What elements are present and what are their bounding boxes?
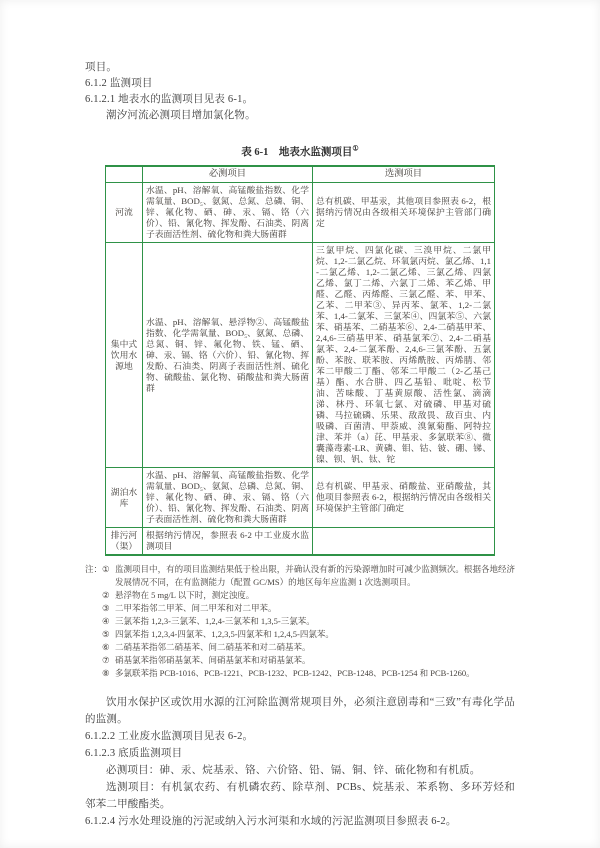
note-text-7: 硝基氯苯指邻硝基氯苯、间硝基氯苯和对硝基氯苯。 [115,655,311,665]
table-title-text: 表 6-1 地表水监测项目 [241,147,353,158]
table-title [85,144,515,159]
table-title-footnote-marker: ① [352,144,359,153]
note-text-1: 监测项目中，有的项目监测结果低于检出限，并确认没有新的污染源增加时可减少监测频次。根据各地经济发展情况不同，在有监测能力（配置 GC/MS）的地区每年应监测 1 次选测项目。 [115,564,515,587]
clause-6-1-2-3: 6.1.2.3 底质监测项目 [85,748,183,759]
note-item-6 [85,641,515,654]
table-row-sewage-channel [106,528,495,556]
note-item-3 [85,602,515,615]
note-text-3: 二甲苯指邻二甲苯、间二甲苯和对二甲苯。 [115,603,277,613]
lake-optional-items: 总有机碳、甲基汞、硝酸盐、亚硝酸盐，其他项目参照表 6-2，根据纳污情况由各级相关环境保护主管部门确定 [313,468,495,528]
closing-section [85,694,515,830]
sewage-channel-optional-items [313,528,495,556]
river-optional-items: 总有机碳、甲基汞，其他项目参照表 6-2，根据纳污情况由各级相关环境保护主管部门确定 [313,183,495,243]
clause-6-1-2-4: 6.1.2.4 污水处理设施的污泥或纳入污水河渠和水域的污泥监测项目参照表 6-2。 [85,816,457,827]
clause-6-1-2-2: 6.1.2.2 工业废水监测项目见表 6-2。 [85,731,254,742]
river-required-items: 水温、pH、溶解氧、高锰酸盐指数、化学需氧量、BOD₅、氨氮、总氮、总磷、铜、锌、氟化物、硒、砷、汞、镉、铬（六价）、铅、氰化物、挥发酚、石油类、阴离子表面活性剂、硫化物和粪大肠菌群 [142,183,312,243]
note-text-2: 悬浮物在 5 mg/L 以下时，测定浊度。 [115,590,255,600]
table-row-lake-reservoir [106,468,495,528]
note-text-5: 四氯苯指 1,2,3,4-四氯苯、1,2,3,5-四氯苯和 1,2,4,5-四氯苯。 [115,629,334,639]
surface-water-monitoring-table [105,165,495,556]
note-marker-2: ② [102,590,110,600]
table-footnotes [85,563,515,680]
note-marker-7: ⑦ [102,655,110,665]
intro-line-continuation: 项目。 [85,62,118,73]
clause-6-1-2-1: 6.1.2.1 地表水的监测项目见表 6-1。 [85,94,254,105]
row-label-sewage-channel: 排污河（渠） [106,528,143,556]
note-text-6: 二硝基苯指邻二硝基苯、间二硝基苯和对二硝基苯。 [115,642,311,652]
note-item-4 [85,615,515,628]
page-content [85,60,515,830]
header-optional-items: 选测项目 [313,166,495,183]
notes-prefix: 注： [85,564,103,574]
note-marker-8: ⑧ [102,668,110,678]
note-marker-3: ③ [102,603,110,613]
table-header-row [106,166,495,183]
note-text-8: 多氯联苯指 PCB-1016、PCB-1221、PCB-1232、PCB-1242、PCB-1248、PCB-1254 和 PCB-1260。 [115,668,475,678]
clause-6-1-2-1-note: 潮汐河流必测项目增加氯化物。 [106,110,256,121]
note-marker-5: ⑤ [102,629,110,639]
table-row-drinking-water-source [106,243,495,468]
header-required-items: 必测项目 [142,166,312,183]
note-marker-4: ④ [102,616,110,626]
note-item-2 [85,589,515,602]
drinking-water-required-items: 水温、pH、溶解氧、悬浮物②、高锰酸盐指数、化学需氧量、BOD₅、氨氮、总磷、总氮、铜、锌、氟化物、铁、锰、硒、砷、汞、镉、铬（六价）、铅、氰化物、挥发酚、石油类、阴离子表面活性剂、硫化物、硫酸盐、氯化物、硝酸盐和粪大肠菌群 [142,243,312,468]
note-text-4: 三氯苯指 1,2,3-三氯苯、1,2,4-三氯苯和 1,3,5-三氯苯。 [115,616,315,626]
header-category-cell [106,166,143,183]
note-item-8 [85,667,515,680]
paragraph-drinking-water-warning: 饮用水保护区或饮用水源的江河除监测常规项目外，必须注意剧毒和“三致”有毒化学品的监测。 [85,697,515,725]
drinking-water-optional-items: 三氯甲烷、四氯化碳、三溴甲烷、二氯甲烷、1,2-二氯乙烷、环氧氯丙烷、氯乙烯、1,1-二氯乙烯、1,2-二氯乙烯、三氯乙烯、四氯乙烯、氯丁二烯、六氯丁二烯、苯乙烯、甲醛、乙醛、丙烯醛、三氯乙醛、苯、甲苯、乙苯、二甲苯③、异丙苯、氯苯、1,2-二氯苯、1,4-二氯苯、三氯苯④、四氯苯⑤、六氯苯、硝基苯、二硝基苯⑥、2,4-二硝基甲苯、2,4,6-三硝基甲苯、硝基氯苯⑦、2,4-二硝基氯苯、2,4-二氯苯酚、2,4,6-三氯苯酚、五氯酚、苯胺、联苯胺、丙烯酰胺、丙烯腈、邻苯二甲酸二丁酯、邻苯二甲酸二（2-乙基己基）酯、水合肼、四乙基铅、吡啶、松节油、苦味酸、丁基黄原酸、活性氯、滴滴涕、林丹、环氧七氯、对硫磷、甲基对硫磷、马拉硫磷、乐果、敌敌畏、敌百虫、内吸磷、百菌清、甲萘威、溴氰菊酯、阿特拉津、苯并（a）芘、甲基汞、多氯联苯⑧、微囊藻毒素-LR、黄磷、钼、钴、铍、硼、锑、镍、钡、钒、钛、铊 [313,243,495,468]
lake-required-items: 水温、pH、溶解氧、高锰酸盐指数、化学需氧量、BOD₅、氨氮、总磷、总氮、铜、锌、氟化物、硒、砷、汞、镉、铬（六价）、铅、氰化物、挥发酚、石油类、阴离子表面活性剂、硫化物和粪大肠菌群 [142,468,312,528]
row-label-lake-reservoir: 湖泊水库 [106,468,143,528]
table-row-river [106,183,495,243]
sediment-optional-items: 选测项目：有机氯农药、有机磷农药、除草剂、PCBs、烷基汞、苯系物、多环芳烃和邻苯二甲酸酯类。 [85,782,515,810]
note-marker-1: ① [102,564,110,574]
note-marker-6: ⑥ [102,642,110,652]
sediment-required-items: 必测项目：砷、汞、烷基汞、铬、六价铬、铅、镉、铜、锌、硫化物和有机质。 [106,765,481,776]
section-heading-6-1-2: 6.1.2 监测项目 [85,78,153,89]
row-label-river: 河流 [106,183,143,243]
row-label-drinking-water-source: 集中式饮用水源地 [106,243,143,468]
note-item-5 [85,628,515,641]
note-item-7 [85,654,515,667]
note-item-1 [85,563,515,589]
sewage-channel-required-items: 根据纳污情况，参照表 6-2 中工业废水监测项目 [142,528,312,556]
